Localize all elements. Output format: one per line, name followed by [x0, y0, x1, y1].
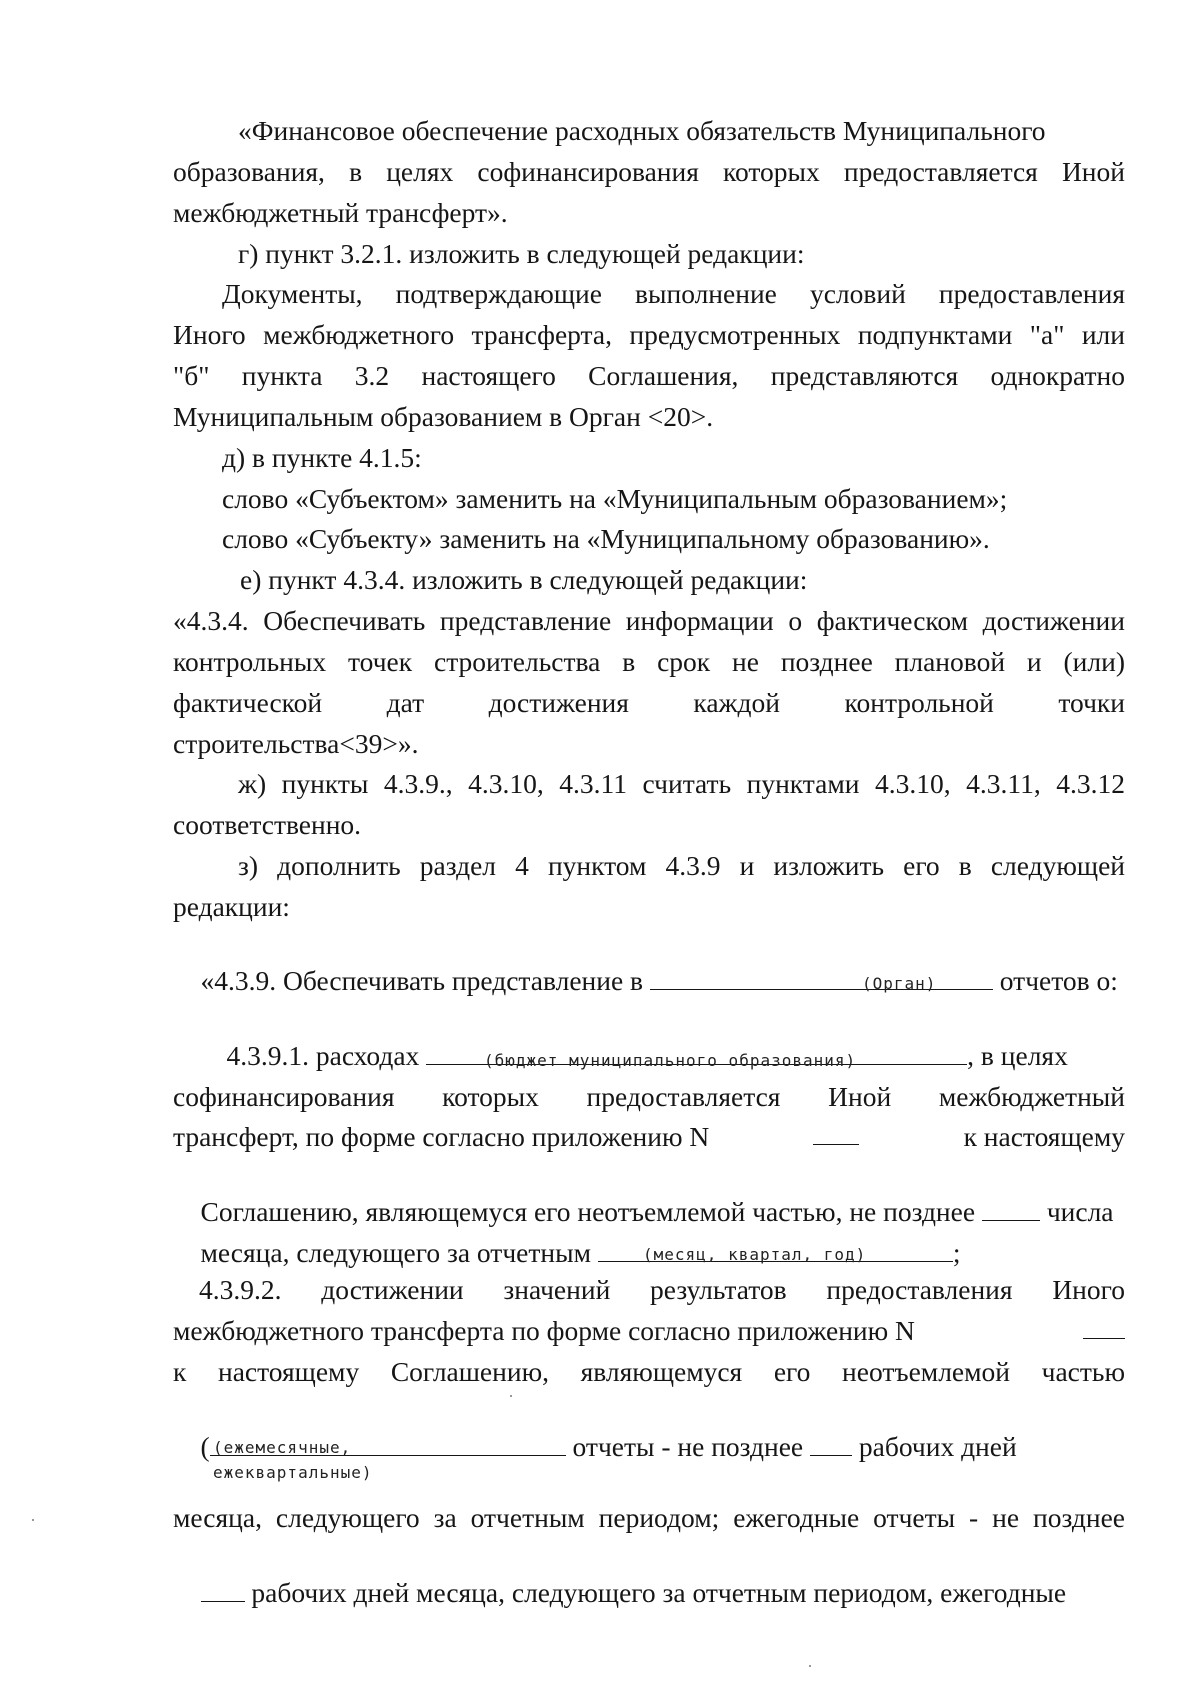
text-line: строительства<39>».	[173, 728, 419, 759]
scan-speck	[510, 1395, 512, 1397]
text-fragment: (	[200, 1431, 210, 1462]
text-fragment: трансферт, по форме согласно приложению N	[173, 1121, 717, 1152]
text-line: ж) пункты 4.3.9., 4.3.10, 4.3.11 считать пунктами 4.3.10, 4.3.11, 4.3.12	[238, 768, 1125, 799]
text-fragment: к настоящему	[956, 1121, 1125, 1152]
field-caption-organ: (Орган)	[862, 974, 937, 993]
text-line: к настоящему Соглашению, являющемуся его неотъемлемой частью	[173, 1356, 1125, 1387]
text-fragment: Соглашению, являющемуся его неотъемлемой частью, не позднее	[200, 1196, 982, 1227]
text-line: "б" пункта 3.2 настоящего Соглашения, представляются однократно	[173, 360, 1125, 391]
text-line: слово «Субъекту» заменить на «Муниципальному образованию».	[222, 523, 990, 554]
text-line: з) дополнить раздел 4 пунктом 4.3.9 и изложить его в следующей	[238, 850, 1125, 881]
working-days-field-2[interactable]	[201, 1577, 245, 1602]
text-line: Иного межбюджетного трансферта, предусмотренных подпунктами "а" или	[173, 319, 1125, 350]
form-line-annual	[173, 1542, 1066, 1644]
scan-speck	[32, 1519, 34, 1521]
text-fragment: отчеты - не позднее	[565, 1431, 811, 1462]
text-fragment: межбюджетного трансферта по форме согласно приложению N	[173, 1315, 922, 1346]
text-fragment: месяца, следующего за отчетным	[200, 1237, 598, 1268]
text-line: фактической дат достижения каждой контрольной точки	[173, 687, 1125, 718]
text-line: образования, в целях софинансирования которых предоставляется Иной	[173, 156, 1125, 187]
text-line: г) пункт 3.2.1. изложить в следующей редакции:	[238, 238, 805, 269]
working-days-field-1[interactable]	[810, 1431, 852, 1456]
organ-blank-field[interactable]	[650, 965, 993, 990]
text-line: е) пункт 4.3.4. изложить в следующей редакции:	[240, 564, 808, 595]
text-line: межбюджетный трансферт».	[173, 197, 508, 228]
field-caption-frequency: ежеквартальные)	[213, 1463, 373, 1482]
text-fragment: 4.3.9.1. расходах	[226, 1040, 427, 1071]
text-line: д) в пункте 4.1.5:	[222, 442, 422, 473]
text-fragment: рабочих дней месяца, следующего за отчетным периодом, ежегодные	[244, 1577, 1067, 1608]
text-fragment: , в целях	[967, 1040, 1068, 1071]
text-fragment: ;	[952, 1237, 961, 1268]
form-line-appendix-1	[173, 1120, 1125, 1154]
text-fragment: числа	[1039, 1196, 1114, 1227]
text-fragment: отчетов о:	[999, 965, 1118, 996]
text-line: Муниципальным образованием в Орган <20>.	[173, 401, 714, 432]
appendix-number-field-1[interactable]	[813, 1120, 859, 1145]
field-caption-budget: (бюджет муниципального образования)	[484, 1051, 857, 1070]
field-caption-period: (месяц, квартал, год)	[643, 1245, 867, 1264]
text-line: Документы, подтверждающие выполнение условий предоставления	[222, 278, 1125, 309]
text-line: софинансирования которых предоставляется Иной межбюджетный	[173, 1081, 1125, 1112]
text-line: соответственно.	[173, 809, 362, 840]
text-fragment: «4.3.9. Обеспечивать представление в	[200, 965, 650, 996]
scan-speck	[809, 1665, 811, 1667]
form-line-appendix-2	[173, 1314, 1125, 1348]
text-line: контрольных точек строительства в срок не позднее плановой и (или)	[173, 646, 1125, 677]
text-fragment: рабочих дней	[852, 1431, 1017, 1462]
text-line: «Финансовое обеспечение расходных обязательств Муниципального	[238, 115, 1046, 146]
deadline-day-field[interactable]	[982, 1196, 1040, 1221]
text-line: слово «Субъектом» заменить на «Муниципальным образованием»;	[222, 483, 1008, 514]
text-line: редакции:	[173, 891, 290, 922]
text-line: месяца, следующего за отчетным периодом; ежегодные отчеты - не позднее	[173, 1502, 1125, 1533]
text-line: «4.3.4. Обеспечивать представление информации о фактическом достижении	[173, 605, 1125, 636]
appendix-number-field-2[interactable]	[1083, 1314, 1125, 1339]
field-caption-frequency: (ежемесячные,	[213, 1438, 352, 1457]
text-line: 4.3.9.2. достижении значений результатов предоставления Иного	[199, 1274, 1125, 1305]
